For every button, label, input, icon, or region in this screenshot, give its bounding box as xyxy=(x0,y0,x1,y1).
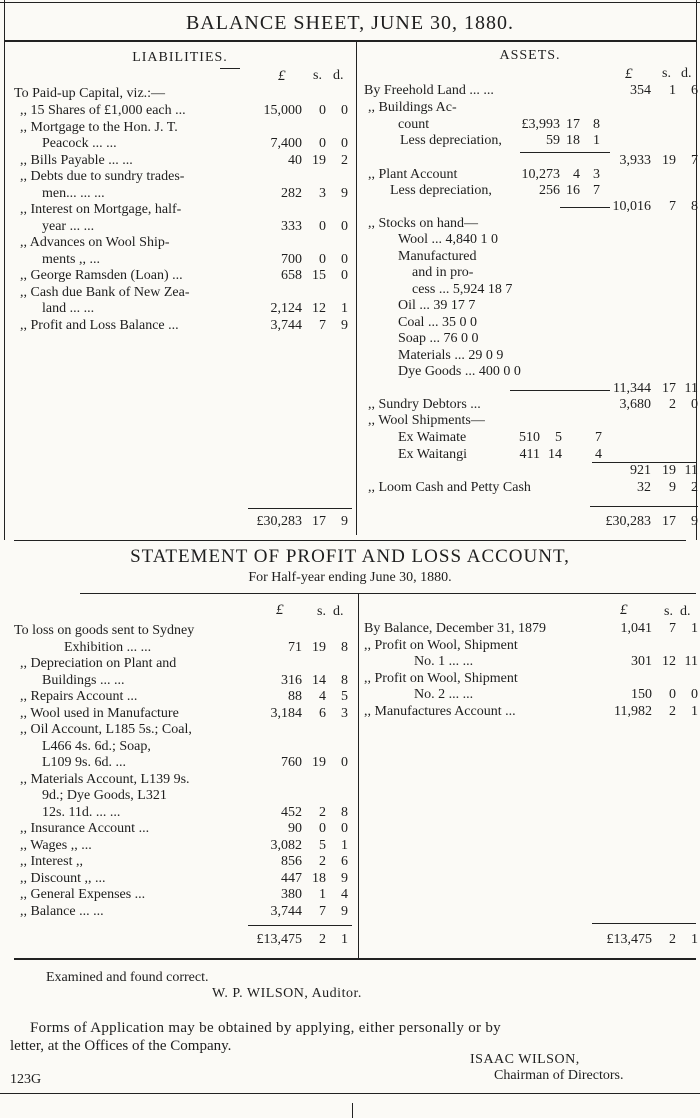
pl-credit-total-pence: 1 xyxy=(691,932,698,947)
stock-item-3-0: Coal ... 35 0 0 xyxy=(398,314,477,330)
pl-debit-label-6-0: ,, Insurance Account ... xyxy=(20,821,150,836)
pl-debit-6-pounds: 90 xyxy=(288,821,302,836)
stock-item-0-0: Wool ... 4,840 1 0 xyxy=(398,232,498,247)
pl-credit-1-shillings: 12 xyxy=(662,654,676,669)
liab-total-pence: 9 xyxy=(341,514,348,529)
shipment-label-0: Ex Waimate xyxy=(398,430,467,445)
liability-7-pounds: 2,124 xyxy=(270,301,302,316)
shipment-1-pence: 4 xyxy=(595,446,602,462)
stocks-total-pounds: 11,344 xyxy=(613,381,651,396)
pl-subtitle: For Half-year ending June 30, 1880. xyxy=(248,570,452,585)
pl-credit-label-0-0: By Balance, December 31, 1879 xyxy=(364,621,546,636)
shipments-total-pounds: 921 xyxy=(630,463,651,478)
stock-item-4-0: Soap ... 76 0 0 xyxy=(398,331,479,346)
pl-debit-2-shillings: 4 xyxy=(319,689,326,704)
liability-label-4-1: year ... ... xyxy=(42,218,95,234)
liability-7-pence: 1 xyxy=(341,301,348,316)
liability-6-pounds: 658 xyxy=(281,268,302,283)
stocks-total-pence: 11 xyxy=(684,381,698,396)
liability-4-pence: 0 xyxy=(341,218,348,234)
pl-debit-11-shillings: 7 xyxy=(319,903,326,919)
liability-2-pence: 2 xyxy=(341,152,348,168)
pl-debit-8-pounds: 856 xyxy=(281,854,302,869)
debtors-pence: 0 xyxy=(691,397,698,412)
loom-shillings: 9 xyxy=(669,480,676,495)
liability-label-1-0: ,, Mortgage to the Hon. J. T. xyxy=(20,119,178,135)
liability-label-4-0: ,, Interest on Mortgage, half- xyxy=(20,202,182,217)
liability-8-pence: 9 xyxy=(341,317,348,333)
pl-credit-label-2-1: No. 2 ... ... xyxy=(414,687,474,702)
pl-title: STATEMENT OF PROFIT AND LOSS ACCOUNT, xyxy=(130,546,570,567)
liability-5-pence: 0 xyxy=(341,251,348,267)
stock-item-1-0: Manufactured xyxy=(398,248,477,264)
liabilities-heading-rule xyxy=(220,68,240,69)
pl-debit-10-pounds: 380 xyxy=(281,887,302,902)
pl-credit-total-pounds: £13,475 xyxy=(606,932,652,947)
pl-credit-2-shillings: 0 xyxy=(669,687,676,702)
liability-label-1-1: Peacock ... ... xyxy=(42,136,117,151)
pl-debit-1-pounds: 316 xyxy=(281,672,302,688)
pl-debit-7-pence: 1 xyxy=(341,837,348,853)
pl-debit-0-pence: 8 xyxy=(341,639,348,655)
chairman-title: Chairman of Directors. xyxy=(494,1068,624,1083)
pl-debit-8-pence: 6 xyxy=(341,854,348,869)
liability-0-pence: 0 xyxy=(341,103,348,118)
pl-debit-10-pence: 4 xyxy=(341,887,348,902)
liability-label-3-1: men... ... ... xyxy=(42,185,105,201)
liability-6-shillings: 15 xyxy=(312,268,326,283)
pl-debit-5-pounds: 452 xyxy=(281,804,302,820)
plant-account-pounds: 10,273 xyxy=(521,167,560,182)
pl-bottom-rule xyxy=(14,958,696,960)
pl-debit-total-pence: 1 xyxy=(341,932,348,947)
liability-5-pounds: 700 xyxy=(281,251,302,267)
buildings-account-pence: 8 xyxy=(593,117,600,132)
liab-col-pence: d. xyxy=(333,68,344,83)
liab-col-shillings: s. xyxy=(313,68,322,83)
pl-debit-col-shillings: s. xyxy=(317,604,326,619)
liability-6-pence: 0 xyxy=(341,268,348,283)
liability-5-shillings: 0 xyxy=(319,251,326,267)
pl-debit-total-rule xyxy=(248,925,352,926)
liability-8-pounds: 3,744 xyxy=(270,317,302,333)
pl-credit-label-2-0: ,, Profit on Wool, Shipment xyxy=(364,670,518,686)
pl-debit-3-shillings: 6 xyxy=(319,705,326,721)
liab-col-pounds: £ xyxy=(278,68,286,84)
pl-debit-2-pence: 5 xyxy=(341,689,348,704)
liability-label-8-0: ,, Profit and Loss Balance ... xyxy=(20,317,179,333)
pl-debit-label-5-2: 12s. 11d. ... ... xyxy=(42,804,121,820)
chairman-name: ISAAC WILSON, xyxy=(470,1052,580,1067)
liability-3-pounds: 282 xyxy=(281,185,302,201)
debtors-pounds: 3,680 xyxy=(619,397,651,412)
shipment-0-pence: 7 xyxy=(595,430,602,445)
pl-debit-4-shillings: 19 xyxy=(312,755,326,770)
assets-total-shillings: 17 xyxy=(662,514,676,529)
liability-4-pounds: 333 xyxy=(281,218,302,234)
pl-debit-total-pounds: £13,475 xyxy=(256,932,302,947)
loom-pounds: 32 xyxy=(637,480,651,495)
freehold-pounds: 354 xyxy=(630,83,651,98)
assets-total-pounds: £30,283 xyxy=(605,514,651,529)
debtors-label: ,, Sundry Debtors ... xyxy=(368,397,481,412)
stock-item-1-2: cess ... 5,924 18 7 xyxy=(412,281,513,297)
pl-debit-label-2-0: ,, Repairs Account ... xyxy=(20,689,138,704)
buildings-net-pence: 7 xyxy=(691,153,698,168)
pl-debit-label-11-0: ,, Balance ... ... xyxy=(20,903,104,919)
pl-debit-label-4-1: L466 4s. 6d.; Soap, xyxy=(42,738,151,754)
stock-item-6-0: Dye Goods ... 400 0 0 xyxy=(398,364,521,379)
pl-debit-4-pence: 0 xyxy=(341,755,348,770)
pl-credit-2-pence: 0 xyxy=(691,687,698,702)
pl-credit-label-3-0: ,, Manufactures Account ... xyxy=(364,703,516,719)
freehold-label: By Freehold Land ... ... xyxy=(364,83,494,98)
pl-credit-col-shillings: s. xyxy=(664,604,673,619)
title-rule xyxy=(4,40,696,42)
liability-8-shillings: 7 xyxy=(319,317,326,333)
pl-top-rule xyxy=(80,593,696,594)
pl-debit-7-shillings: 5 xyxy=(319,837,326,853)
pl-debit-label-0-0: To loss on goods sent to Sydney xyxy=(14,623,195,638)
pl-debit-9-pence: 9 xyxy=(341,870,348,886)
pl-debit-col-pence: d. xyxy=(333,604,344,619)
liab-total-shillings: 17 xyxy=(312,514,326,529)
pl-debit-4-pounds: 760 xyxy=(281,755,302,770)
forms-line-2: letter, at the Offices of the Company. xyxy=(10,1038,232,1054)
liability-2-shillings: 19 xyxy=(312,152,326,168)
loom-label: ,, Loom Cash and Petty Cash xyxy=(368,480,531,495)
pl-debit-3-pence: 3 xyxy=(341,705,348,721)
liability-0-shillings: 0 xyxy=(319,103,326,118)
liability-0-pounds: 15,000 xyxy=(263,103,302,118)
pl-credit-1-pence: 11 xyxy=(684,654,698,669)
pl-credit-3-shillings: 2 xyxy=(669,703,676,719)
liability-4-shillings: 0 xyxy=(319,218,326,234)
plant-account-shillings: 4 xyxy=(573,167,580,182)
liability-label-5-1: ments ,, ... xyxy=(42,251,100,267)
freehold-pence: 6 xyxy=(691,83,698,98)
pl-debit-6-pence: 0 xyxy=(341,821,348,836)
pl-debit-label-4-2: L109 9s. 6d. ... xyxy=(42,755,126,770)
shipments-total-shillings: 19 xyxy=(662,463,676,478)
pl-debit-total-shillings: 2 xyxy=(319,932,326,947)
footer-divider xyxy=(352,1103,353,1118)
liabilities-heading: LIABILITIES. xyxy=(132,50,228,65)
buildings-label: ,, Buildings Ac- xyxy=(368,100,457,115)
pl-credit-col-pounds: £ xyxy=(620,602,628,618)
balance-bottom-rule xyxy=(14,540,686,541)
plant-net-pence: 8 xyxy=(691,199,698,214)
pl-credit-label-1-0: ,, Profit on Wool, Shipment xyxy=(364,637,518,653)
liab-total-rule xyxy=(248,508,352,509)
pl-debit-label-5-1: 9d.; Dye Goods, L321 xyxy=(42,788,167,803)
pl-debit-label-1-0: ,, Depreciation on Plant and xyxy=(20,656,177,671)
shipment-0-pounds: 510 xyxy=(519,430,540,445)
stock-item-5-0: Materials ... 29 0 9 xyxy=(398,347,504,363)
balance-center-rule xyxy=(356,40,357,535)
liability-label-6-0: ,, George Ramsden (Loan) ... xyxy=(20,268,183,283)
pl-debit-label-9-0: ,, Discount ,, ... xyxy=(20,870,106,886)
pl-debit-6-shillings: 0 xyxy=(319,821,326,836)
pl-debit-label-8-0: ,, Interest ,, xyxy=(20,854,83,869)
pl-credit-0-pounds: 1,041 xyxy=(620,621,652,636)
left-frame-rule xyxy=(4,0,5,540)
pl-debit-label-5-0: ,, Materials Account, L139 9s. xyxy=(20,771,190,787)
forms-line-1: Forms of Application may be obtained by applying, either personally or by xyxy=(30,1020,501,1036)
pl-credit-3-pence: 1 xyxy=(691,703,698,719)
plant-less-pounds: 256 xyxy=(539,183,560,198)
shipments-label: ,, Wool Shipments— xyxy=(368,413,485,428)
stocks-total-shillings: 17 xyxy=(662,381,676,396)
pl-debit-7-pounds: 3,082 xyxy=(270,837,302,853)
pl-debit-label-4-0: ,, Oil Account, L185 5s.; Coal, xyxy=(20,722,192,737)
pl-debit-2-pounds: 88 xyxy=(288,689,302,704)
liab-total-pounds: £30,283 xyxy=(256,514,302,529)
auditor-text: W. P. WILSON, Auditor. xyxy=(212,986,362,1001)
buildings-account-shillings: 17 xyxy=(566,117,580,132)
pl-debit-9-pounds: 447 xyxy=(281,870,302,886)
freehold-shillings: 1 xyxy=(669,83,676,98)
pl-debit-label-10-0: ,, General Expenses ... xyxy=(20,887,146,902)
pl-credit-col-pence: d. xyxy=(680,604,691,619)
footer-rule xyxy=(0,1093,700,1094)
shipment-1-shillings: 14 xyxy=(548,446,562,462)
liability-label-3-0: ,, Debts due to sundry trades- xyxy=(20,169,185,184)
liability-1-pounds: 7,400 xyxy=(270,136,302,151)
plant-less-shillings: 16 xyxy=(566,183,580,198)
liability-label-5-0: ,, Advances on Wool Ship- xyxy=(20,235,170,250)
liability-1-pence: 0 xyxy=(341,136,348,151)
pl-credit-label-1-1: No. 1 ... ... xyxy=(414,654,474,669)
debtors-shillings: 2 xyxy=(669,397,676,412)
liability-1-shillings: 0 xyxy=(319,136,326,151)
right-frame-rule xyxy=(696,0,697,540)
assets-total-pence: 9 xyxy=(691,514,698,529)
plant-label: ,, Plant Account xyxy=(368,167,458,182)
buildings-net-shillings: 19 xyxy=(662,153,676,168)
plant-less-pence: 7 xyxy=(593,183,600,198)
shipment-1-pounds: 411 xyxy=(519,446,540,462)
plant-net-pounds: 10,016 xyxy=(612,199,651,214)
buildings-less-pounds: 59 xyxy=(546,133,560,148)
pl-debit-9-shillings: 18 xyxy=(312,870,326,886)
pl-center-rule xyxy=(358,593,359,958)
pl-credit-3-pounds: 11,982 xyxy=(614,703,652,719)
pl-debit-label-0-1: Exhibition ... ... xyxy=(64,639,152,655)
assets-col-pence: d. xyxy=(681,66,692,81)
pl-debit-5-shillings: 2 xyxy=(319,804,326,820)
buildings-less-pence: 1 xyxy=(593,133,600,148)
top-rule xyxy=(0,2,700,3)
buildings-account-label: count xyxy=(398,117,430,132)
pl-debit-5-pence: 8 xyxy=(341,804,348,820)
liability-label-7-0: ,, Cash due Bank of New Zea- xyxy=(20,284,190,300)
shipment-0-shillings: 5 xyxy=(555,430,562,445)
pl-debit-0-pounds: 71 xyxy=(288,639,302,655)
stocks-label: ,, Stocks on hand— xyxy=(368,216,479,231)
pl-debit-0-shillings: 19 xyxy=(312,639,326,655)
pl-debit-8-shillings: 2 xyxy=(319,854,326,869)
pl-debit-11-pence: 9 xyxy=(341,903,348,919)
pl-credit-total-shillings: 2 xyxy=(669,932,676,947)
buildings-net-pounds: 3,933 xyxy=(619,153,651,168)
pl-debit-label-3-0: ,, Wool used in Manufacture xyxy=(20,705,179,721)
liability-3-pence: 9 xyxy=(341,185,348,201)
examined-text: Examined and found correct. xyxy=(46,970,209,985)
liability-label-0-0: ,, 15 Shares of £1,000 each ... xyxy=(20,103,186,118)
buildings-account-pounds: £3,993 xyxy=(521,117,560,132)
liability-3-shillings: 3 xyxy=(319,185,326,201)
assets-heading: ASSETS. xyxy=(499,48,561,63)
buildings-less-label: Less depreciation, xyxy=(400,133,502,148)
assets-total-rule xyxy=(590,506,698,507)
stock-item-2-0: Oil ... 39 17 7 xyxy=(398,298,476,313)
stock-item-1-1: and in pro- xyxy=(412,265,474,280)
loom-pence: 2 xyxy=(691,480,698,495)
pl-credit-0-pence: 1 xyxy=(691,621,698,636)
pl-debit-label-7-0: ,, Wages ,, ... xyxy=(20,837,92,853)
balance-sheet-title: BALANCE SHEET, JUNE 30, 1880. xyxy=(185,12,515,34)
pl-credit-0-shillings: 7 xyxy=(669,621,676,636)
liability-7-shillings: 12 xyxy=(312,301,326,316)
liab-intro: To Paid-up Capital, viz.:— xyxy=(14,86,166,101)
shipments-total-pence: 11 xyxy=(684,463,698,478)
pl-debit-1-pence: 8 xyxy=(341,672,348,688)
pl-debit-10-shillings: 1 xyxy=(319,887,326,902)
pl-credit-1-pounds: 301 xyxy=(631,654,652,669)
assets-col-shillings: s. xyxy=(662,66,671,81)
liability-label-7-1: land ... ... xyxy=(42,301,95,316)
pl-credit-total-rule xyxy=(592,923,696,924)
pl-debit-3-pounds: 3,184 xyxy=(270,705,302,721)
plant-net-shillings: 7 xyxy=(669,199,676,214)
plant-account-pence: 3 xyxy=(593,167,600,182)
shipment-label-1: Ex Waitangi xyxy=(398,446,467,462)
buildings-less-shillings: 18 xyxy=(566,133,580,148)
liability-label-2-0: ,, Bills Payable ... ... xyxy=(20,152,133,168)
pl-credit-2-pounds: 150 xyxy=(631,687,652,702)
plant-less-label: Less depreciation, xyxy=(390,183,492,198)
pl-debit-col-pounds: £ xyxy=(276,602,284,618)
pl-debit-label-1-1: Buildings ... ... xyxy=(42,672,125,688)
liability-2-pounds: 40 xyxy=(288,152,302,168)
pl-debit-11-pounds: 3,744 xyxy=(270,903,302,919)
assets-col-pounds: £ xyxy=(625,66,633,82)
pl-debit-1-shillings: 14 xyxy=(312,672,326,688)
page-ref: 123G xyxy=(10,1072,42,1087)
